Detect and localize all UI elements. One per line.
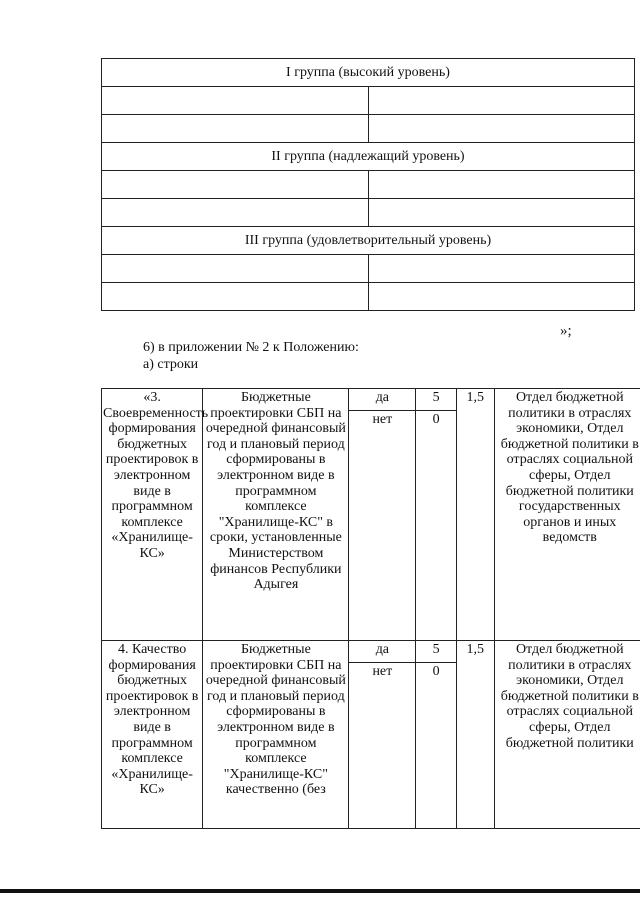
empty-cell [102, 255, 369, 283]
score-yes: 5 [416, 389, 457, 411]
group-1-header: I группа (высокий уровень) [102, 59, 635, 87]
bottom-rule [0, 889, 640, 893]
empty-cell [368, 171, 635, 199]
answer-no: нет [349, 663, 416, 829]
criterion-weight: 1,5 [456, 389, 494, 641]
criterion-name: «3. Своевременность формирования бюджетных проектировок в электронном виде в программном комплексе «Хранилище-КС» [102, 389, 203, 641]
group-2-header: II группа (надлежащий уровень) [102, 143, 635, 171]
group-3-header: III группа (удовлетворительный уровень) [102, 227, 635, 255]
empty-cell [368, 283, 635, 311]
score-no: 0 [416, 411, 457, 641]
empty-cell [368, 199, 635, 227]
empty-cell [102, 171, 369, 199]
criterion-responsible: Отдел бюджетной политики в отраслях экономики, Отдел бюджетной политики в отраслях социальной сферы, Отдел бюджетной политики [494, 641, 640, 829]
closing-quote: »; [560, 323, 572, 339]
criterion-description: Бюджетные проектировки СБП на очередной финансовый год и плановый период сформированы в электронном виде в программном комплексе "Хранилище-КС" в сроки, установленные Министерством финансов Республики Адыгея [203, 389, 349, 641]
table-row [102, 389, 640, 411]
empty-cell [102, 199, 369, 227]
answer-yes: да [349, 389, 416, 411]
paragraph-line-2: а) строки [143, 357, 199, 372]
score-yes: 5 [416, 641, 457, 663]
answer-yes: да [349, 641, 416, 663]
empty-cell [102, 283, 369, 311]
empty-cell [368, 115, 635, 143]
score-no: 0 [416, 663, 457, 829]
table-row [102, 641, 640, 663]
paragraph-line-1: 6) в приложении № 2 к Положению: [143, 340, 359, 355]
criterion-weight: 1,5 [456, 641, 494, 829]
criterion-responsible: Отдел бюджетной политики в отраслях экономики, Отдел бюджетной политики в отраслях социальной сферы, Отдел бюджетной политики государственных органов и иных ведомств [494, 389, 640, 641]
criteria-table [101, 388, 640, 829]
answer-no: нет [349, 411, 416, 641]
criterion-description: Бюджетные проектировки СБП на очередной финансовый год и плановый период сформированы в электронном виде в программном комплексе "Хранилище-КС" качественно (без [203, 641, 349, 829]
empty-cell [102, 87, 369, 115]
empty-cell [102, 115, 369, 143]
empty-cell [368, 255, 635, 283]
groups-table [101, 58, 635, 311]
criterion-name: 4. Качество формирования бюджетных проектировок в электронном виде в программном комплексе «Хранилище-КС» [102, 641, 203, 829]
empty-cell [368, 87, 635, 115]
